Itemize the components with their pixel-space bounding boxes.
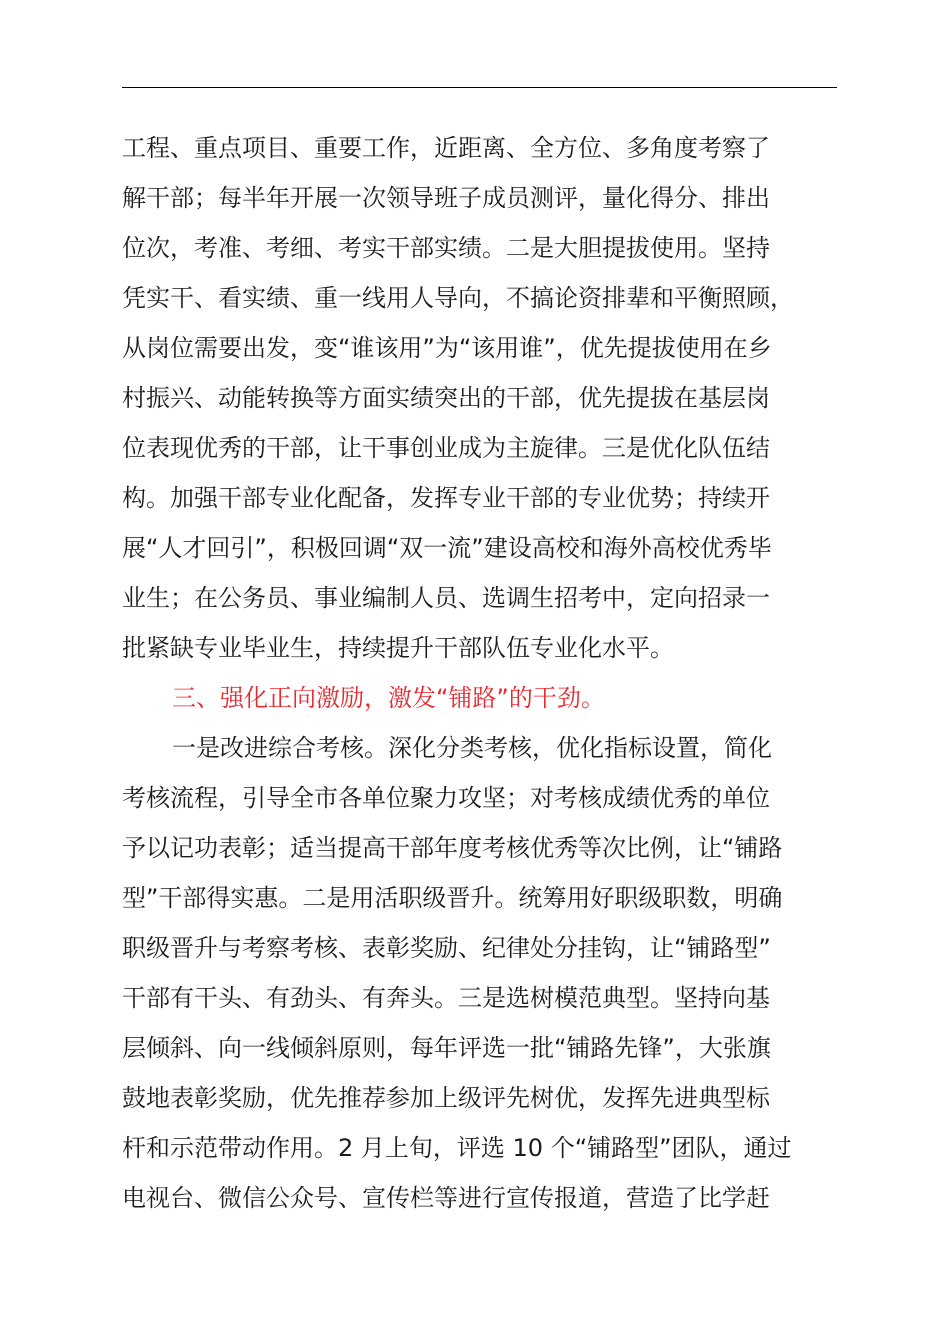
text-line: 电视台、微信公众号、宣传栏等进行宣传报道，营造了比学赶 bbox=[122, 1184, 770, 1212]
text-line: 位表现优秀的干部，让干事创业成为主旋律。三是优化队伍结 bbox=[122, 434, 770, 462]
text-line: 从岗位需要出发，变“谁该用”为“该用谁”，优先提拔使用在乡 bbox=[122, 334, 772, 362]
text-line: 解干部；每半年开展一次领导班子成员测评，量化得分、排出 bbox=[122, 184, 770, 212]
text-line: 杆和示范带动作用。2 月上旬，评选 10 个“铺路型”团队，通过 bbox=[122, 1134, 792, 1162]
text-line: 工程、重点项目、重要工作，近距离、全方位、多角度考察了 bbox=[122, 134, 770, 162]
body-text bbox=[122, 123, 842, 1223]
text-line: 构。加强干部专业化配备，发挥专业干部的专业优势；持续开 bbox=[122, 484, 770, 512]
text-line: 职级晋升与考察考核、表彰奖励、纪律处分挂钩，让“铺路型” bbox=[122, 934, 771, 962]
text-line: 干部有干头、有劲头、有奔头。三是选树模范典型。坚持向基 bbox=[122, 984, 770, 1012]
section-heading: 三、强化正向激励，激发“铺路”的干劲。 bbox=[172, 684, 605, 712]
paragraph-first-line: 一是改进综合考核。深化分类考核，优化指标设置，简化 bbox=[172, 734, 772, 762]
text-line: 村振兴、动能转换等方面实绩突出的干部，优先提拔在基层岗 bbox=[122, 384, 770, 412]
text-line: 批紧缺专业毕业生，持续提升干部队伍专业化水平。 bbox=[122, 634, 674, 662]
text-line: 展“人才回引”，积极回调“双一流”建设高校和海外高校优秀毕 bbox=[122, 534, 772, 562]
text-line: 层倾斜、向一线倾斜原则，每年评选一批“铺路先锋”，大张旗 bbox=[122, 1034, 771, 1062]
text-line: 业生；在公务员、事业编制人员、选调生招考中，定向招录一 bbox=[122, 584, 770, 612]
text-line: 位次，考准、考细、考实干部实绩。二是大胆提拔使用。坚持 bbox=[122, 234, 770, 262]
text-line: 考核流程，引导全市各单位聚力攻坚；对考核成绩优秀的单位 bbox=[122, 784, 770, 812]
header-rule bbox=[122, 87, 837, 88]
text-line: 型”干部得实惠。二是用活职级晋升。统筹用好职级职数，明确 bbox=[122, 884, 783, 912]
text-line: 鼓地表彰奖励，优先推荐参加上级评先树优，发挥先进典型标 bbox=[122, 1084, 770, 1112]
text-line: 予以记功表彰；适当提高干部年度考核优秀等次比例，让“铺路 bbox=[122, 834, 783, 862]
text-line: 凭实干、看实绩、重一线用人导向，不搞论资排辈和平衡照顾， bbox=[122, 284, 794, 312]
